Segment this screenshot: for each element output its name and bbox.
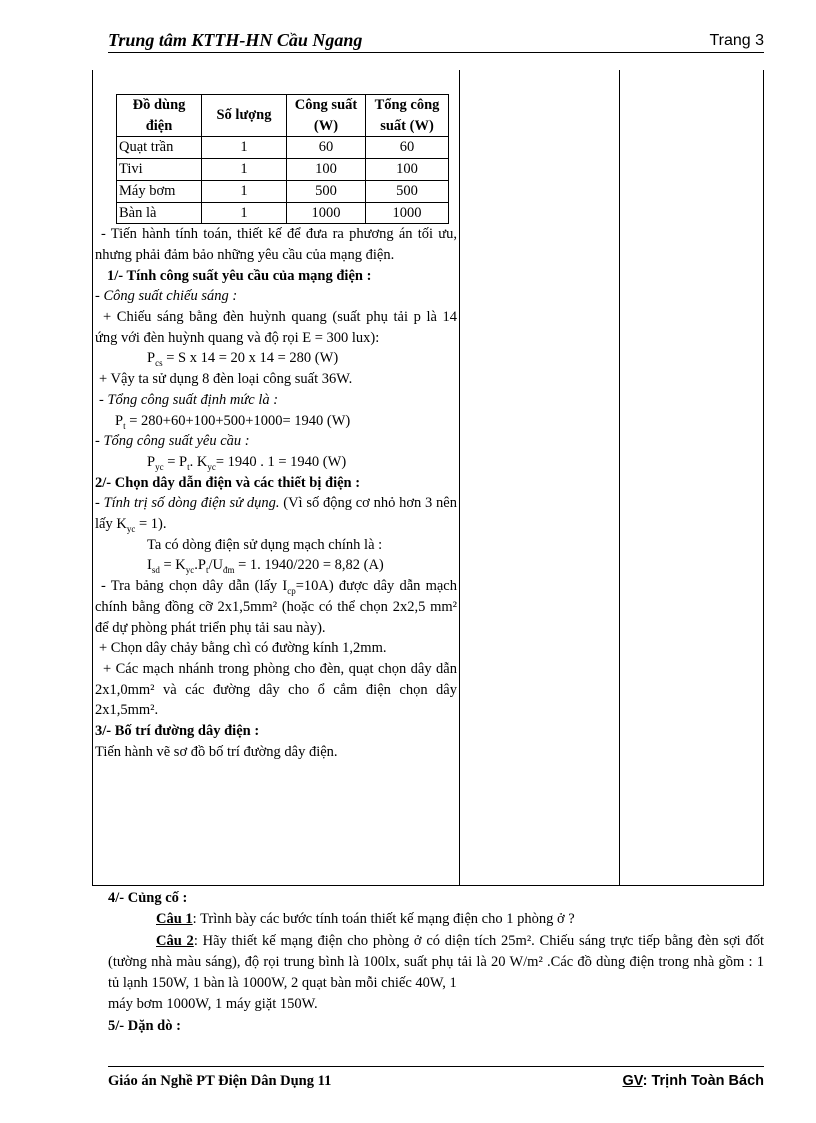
formula-text: .P (194, 557, 206, 574)
lesson-table-frame (92, 70, 764, 886)
formula-text: = 1940 . 1 = 1940 (W) (215, 453, 347, 470)
table-cell: 500 (366, 180, 449, 202)
header-title: Trung tâm KTTH-HN Cầu Ngang (108, 30, 363, 50)
rated-power-subheading: - Tổng công suất định mức là : (99, 391, 279, 408)
required-power-subheading: - Tổng công suất yêu cầu : (95, 433, 250, 450)
table-cell: 100 (366, 159, 449, 181)
formula-text: I (147, 557, 152, 574)
page-header (108, 26, 764, 53)
current-text: (Vì số động cơ nhỏ hơn 3 nên lấy K (95, 495, 457, 533)
section-4-heading: 4/- Củng cố : (108, 890, 188, 906)
question-2-label: Câu 2 (156, 932, 194, 949)
table-cell: 60 (366, 137, 449, 159)
formula-isd (93, 555, 459, 576)
table-cell: 1000 (287, 202, 366, 224)
table-cell: Tivi (117, 159, 202, 181)
question-1-text: : Trình bày các bước tính toán thiết kế mạng điện cho 1 phòng ở ? (192, 911, 575, 928)
section-5-heading: 5/- Dặn dò : (108, 1017, 181, 1034)
formula-subscript: cs (155, 358, 163, 369)
formula-text: = 280+60+100+500+1000= 1940 (W) (125, 412, 351, 429)
table-header-row (117, 95, 449, 137)
formula-text: = K (159, 557, 186, 574)
table-header: Công suất (W) (287, 95, 366, 137)
lamp-usage-line: + Vậy ta sử dụng 8 đèn loại công suất 36W. (99, 371, 353, 388)
question-1-label: Câu 1 (156, 911, 193, 928)
footer-gv-label: GV (622, 1073, 643, 1089)
section-3-heading: 3/- Bố trí đường dây điện : (95, 723, 260, 740)
question-1 (108, 909, 764, 930)
current-paragraph (93, 493, 459, 534)
table-header: Tổng công suất (W) (366, 95, 449, 137)
formula-text: = S x 14 = 20 x 14 = 280 (W) (162, 350, 339, 367)
formula-pyc (93, 452, 459, 473)
formula-pcs (93, 348, 459, 369)
wire-text: =10A) được dây dẫn mạch chính bằng đồng cỡ 2x1,5mm² (hoặc có thể chọn 2x2,5 mm² để dự phòng phát triển phụ tải sau này). (95, 578, 457, 636)
table-row (117, 202, 449, 224)
formula-text: P (147, 350, 156, 367)
formula-subscript: yc (185, 565, 195, 576)
formula-subscript: đm (222, 565, 235, 576)
table-cell: 1 (202, 202, 287, 224)
lighting-subheading: - Công suất chiếu sáng : (95, 288, 238, 305)
wire-text: - Tra bảng chọn dây dẫn (lấy I (101, 578, 288, 595)
current-text-end: = 1). (135, 516, 167, 533)
section-2-heading: 2/- Chọn dây dẫn điện và các thiết bị điện : (95, 474, 361, 491)
table-cell: 1 (202, 137, 287, 159)
formula-text: P (115, 412, 124, 429)
table-cell: 1 (202, 159, 287, 181)
table-cell: 500 (287, 180, 366, 202)
table-row (117, 180, 449, 202)
question-2-text: : Hãy thiết kế mạng điện cho phòng ở có diện tích 25m². Chiếu sáng trực tiếp bằng đèn sợi đốt (tường nhà màu sáng), độ rọi trung bình là 100lx, suất phụ tải là 20 W/m² .Các đồ dùng điện trong nhà gồm : 1 tủ lạnh 150W, 1 bàn là 1000W, 2 quạt bàn mỗi chiếc 40W, 1 (108, 932, 764, 992)
table-cell: 1 (202, 180, 287, 202)
consolidation-section (108, 888, 764, 1037)
formula-subscript: yc (207, 461, 216, 472)
branch-paragraph: + Các mạch nhánh trong phòng cho đèn, quạt chọn dây dẫn 2x1,0mm² và các đường dây cho ổ cắm điện chọn dây 2x1,5mm². (95, 660, 457, 719)
table-row (117, 137, 449, 159)
table-cell: 1000 (366, 202, 449, 224)
table-cell: 100 (287, 159, 366, 181)
section-3-text: Tiến hành vẽ sơ đồ bố trí đường dây điện. (95, 743, 338, 760)
table-header: Đồ dùng điện (117, 95, 202, 137)
formula-text: /U (208, 557, 223, 574)
current-label: - Tính trị số dòng điện sử dụng. (95, 495, 280, 512)
formula-text: . K (189, 453, 208, 470)
formula-subscript: sd (151, 565, 160, 576)
table-header: Số lượng (202, 95, 287, 137)
equipment-table (116, 94, 449, 224)
formula-subscript: t (123, 420, 126, 431)
formula-text: = P (163, 453, 188, 470)
formula-subscript: yc (155, 461, 164, 472)
column-divider (459, 70, 460, 885)
question-2 (108, 931, 764, 995)
header-page-number: Trang 3 (709, 32, 764, 49)
section-1-heading: 1/- Tính công suất yêu cầu của mạng điện : (107, 267, 372, 284)
table-row (117, 159, 449, 181)
table-cell: Máy bơm (117, 180, 202, 202)
wire-paragraph (93, 576, 459, 638)
footer-gv-name: : Trịnh Toàn Bách (642, 1073, 764, 1089)
formula-pt (93, 411, 459, 432)
column-divider (619, 70, 620, 885)
formula-subscript: yc (126, 523, 136, 534)
question-2-continued: máy bơm 1000W, 1 máy giặt 150W. (108, 996, 318, 1013)
fuse-line: + Chọn dây chảy bằng chì có đường kính 1,2mm. (99, 640, 387, 657)
intro-paragraph: - Tiến hành tính toán, thiết kế để đưa ra phương án tối ưu, nhưng phải đảm bảo những yêu cầu của mạng điện. (95, 226, 457, 263)
lighting-paragraph: + Chiếu sáng bằng đèn huỳnh quang (suất phụ tải p là 14 ứng với đèn huỳnh quang và độ rọi E = 300 lux): (95, 309, 457, 346)
main-circuit-line: Ta có dòng điện sử dụng mạch chính là : (147, 536, 383, 553)
content-column (93, 70, 459, 763)
table-cell: 60 (287, 137, 366, 159)
page-footer (108, 1066, 764, 1089)
formula-text: P (147, 453, 156, 470)
footer-teacher (622, 1073, 764, 1089)
table-cell: Quạt trần (117, 137, 202, 159)
footer-course: Giáo án Nghề PT Điện Dân Dụng 11 (108, 1073, 332, 1089)
formula-text: = 1. 1940/220 = 8,82 (A) (234, 557, 384, 574)
table-cell: Bàn là (117, 202, 202, 224)
formula-subscript: t (187, 461, 190, 472)
formula-subscript: t (205, 565, 209, 576)
formula-subscript: cp (287, 586, 296, 597)
